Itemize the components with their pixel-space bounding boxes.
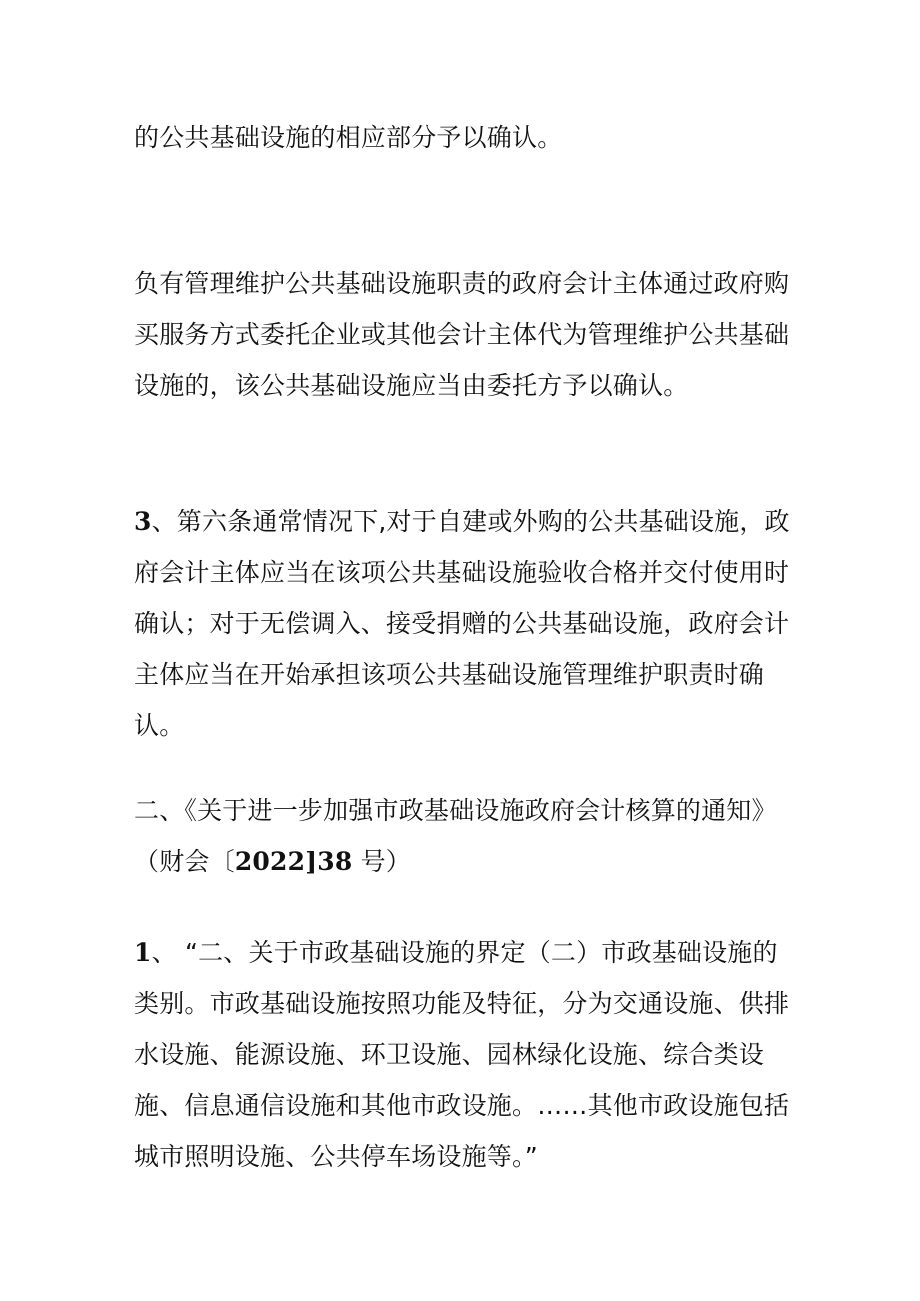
paragraph-5 xyxy=(134,927,790,1182)
paragraph-line: 买服务方式委托企业或其他会计主体代为管理维护公共基础 xyxy=(134,320,790,349)
paragraph-line: 施、信息通信设施和其他市政设施。……其他市政设施包括 xyxy=(134,1091,790,1120)
item-number: 1 xyxy=(134,938,152,967)
item-number: 3 xyxy=(134,507,152,536)
paragraph-line: 城市照明设施、公共停车场设施等。” xyxy=(134,1142,538,1171)
paragraph-2 xyxy=(134,258,790,411)
paragraph-3 xyxy=(134,496,790,751)
paragraph-line: 认。 xyxy=(134,711,185,740)
paragraph-1 xyxy=(134,112,784,163)
paragraph-line: 负有管理维护公共基础设施职责的政府会计主体通过政府购 xyxy=(134,269,790,298)
document-reference: （财会〔2022]38 号） xyxy=(134,847,411,876)
document-number: 2022]38 xyxy=(234,847,353,876)
paragraph-line xyxy=(134,927,784,978)
paragraph-line xyxy=(134,496,790,547)
paragraph-line: 府会计主体应当在该项公共基础设施验收合格并交付使用时 xyxy=(134,558,790,587)
section-heading: 二、《关于进一步加强市政基础设施政府会计核算的通知》 xyxy=(134,796,777,825)
paragraph-4-heading xyxy=(134,785,784,887)
paragraph-line-text: 、 “二、关于市政基础设施的界定（二）市政基础设施的 xyxy=(151,938,778,967)
paragraph-line: 的公共基础设施的相应部分予以确认。 xyxy=(134,123,563,152)
paragraph-line: 水设施、能源设施、环卫设施、园林绿化设施、综合类设 xyxy=(134,1040,765,1069)
paragraph-line: 设施的，该公共基础设施应当由委托方予以确认。 xyxy=(134,371,689,400)
paragraph-line: 类别。市政基础设施按照功能及特征，分为交通设施、供排 xyxy=(134,989,790,1018)
paragraph-line: 主体应当在开始承担该项公共基础设施管理维护职责时确 xyxy=(134,660,765,689)
paragraph-line: 确认；对于无偿调入、接受捐赠的公共基础设施，政府会计 xyxy=(134,609,790,638)
paragraph-line-text: 、第六条通常情况下,对于自建或外购的公共基础设施，政 xyxy=(151,507,790,536)
